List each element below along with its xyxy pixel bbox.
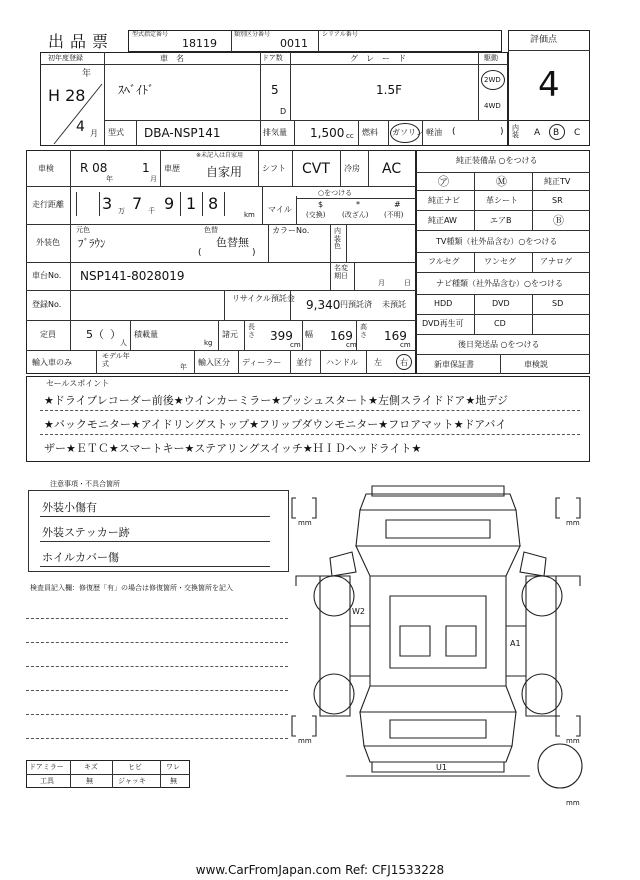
grade-label: グ レ ー ド [350,54,406,63]
inspector-label: 検査員記入欄：修復歴「有」の場合は修復箇所・交換箇所を記入 [30,584,233,592]
mileage-digit: 7 [132,194,143,213]
mileage-digit: 1 [186,194,197,213]
mileage-digit: 9 [164,194,175,213]
mm-label: mm [298,737,312,745]
unknown-label: (不明) [384,211,404,219]
note-item: 外装ステッカー跡 [42,526,130,539]
shaken-value: R 08 [80,161,108,175]
car-name-label: 車 名 [160,54,184,63]
shift-value: CVT [302,161,330,177]
interior-a: A [534,128,541,138]
tools-value: 無 [86,777,93,785]
title-change-day: 日 [404,279,411,287]
mileage-digit-row [76,192,244,216]
height-value: 169 [384,329,407,343]
recycle-value: 9,340 [306,298,341,312]
reg-no-label: 登録No. [32,300,62,309]
mile-label: マイル [268,205,292,214]
option-pw: Ⓜ [496,175,507,188]
capacity-label: 定員 [40,330,56,339]
cool-value: AC [382,161,402,177]
km-unit: km [244,211,255,219]
circle-note: ○をつける [318,189,353,197]
person-unit: 人 [120,339,127,347]
tools-header: キズ [84,763,98,771]
recycle-label: リサイクル預託金 [232,294,295,303]
drive-4wd: 4WD [484,102,501,110]
fuel-label: 燃料 [362,128,378,137]
title-change-label: 名変期日 [334,264,348,280]
mileage-digit: 8 [208,194,219,213]
option-leather: 革シート [486,196,518,205]
first-reg-month: 4 [76,119,85,135]
mm-label: mm [566,737,580,745]
option-b: Ⓑ [553,214,564,227]
mm-label: mm [298,519,312,527]
exchange-mark: $ [318,200,324,209]
load-label: 積載量 [134,330,158,339]
shaken-month-suffix: 月 [150,175,157,183]
altered-mark: * [356,200,360,209]
handle-left: 左 [374,358,382,367]
class-value: 0011 [280,37,308,50]
cm-unit: cm [290,341,301,349]
tv-analog: アナログ [540,257,572,266]
handle-right: 右 [400,358,408,367]
footer-watermark: www.CarFromJapan.com Ref: CFJ1533228 [195,863,445,877]
shaken-month: 1 [142,161,150,175]
paren: ) [500,127,504,137]
nav-hdd: HDD [434,299,453,308]
nav-dvd-play: DVD再生可 [422,319,464,328]
model-cert-label: 型式指定番号 [132,31,169,38]
serial-label: シリアル番号 [322,31,358,38]
later-label: 後日発送品 ○をつける [458,340,540,349]
year-suffix: 年 [82,69,92,79]
option-sr: SR [552,196,563,205]
sales-line: ★バックモニター★アイドリングストップ★フリップダウンモニター★フロアマット★ドアバイ [44,418,507,431]
altered-label: (改ざん) [342,211,369,219]
chassis-value: NSP141-8028019 [80,269,185,283]
model-year-label: モデル年式 [102,352,130,368]
mm-label: mm [566,799,580,807]
displacement-value: 1,500 [310,126,345,140]
car-name: ｽﾍﾞｲﾄﾞ [118,83,155,97]
note-item: 外装小傷有 [42,501,97,514]
length-label: 長さ [248,323,255,339]
capacity-value: 5（ [86,328,104,341]
option-aw: 純正AW [428,216,457,225]
drive-label: 駆動 [484,54,498,62]
notes-bracket-right [272,490,289,572]
grade-point-label: 評価点 [530,35,558,45]
tools-header: ワレ [166,763,180,771]
sales-line: ★ドライブレコーダー前後★ウインカーミラー★プッシュスタート★左側スライドドア★地デジ [44,394,509,407]
mileage-label: 走行距離 [32,200,64,209]
unknown-mark: # [394,200,401,209]
shaken-label: 車検 [38,164,54,173]
paren: ( [198,248,202,258]
damage-mark-w2: W2 [352,607,365,616]
option-ps: ㋐ [438,175,449,188]
later-manual: 車検説 [524,360,548,369]
history-note: ※未記入は自家用 [196,152,244,159]
exterior-value: ﾌﾞﾗｳﾝ [78,237,106,250]
orig-color-label: 元色 [76,226,90,234]
import-type-label: 輸入区分 [198,358,230,367]
doors-value: 5 [271,83,279,97]
cm-unit: cm [400,341,411,349]
paren: ) [252,248,256,258]
tools-value: 無 [170,777,177,785]
door-type: D [280,107,287,116]
dims-label: 諸元 [222,330,238,339]
import-dealer: ディーラー [242,358,282,367]
tools-header: ヒビ [128,763,142,771]
month-suffix: 月 [90,129,98,138]
notes-label: 注意事項・不具合箇所 [50,480,120,488]
sheet-title: 出品票 [48,32,115,51]
interior-b: B [553,128,560,138]
model-cert-value: 18119 [182,37,217,50]
import-parallel: 並行 [296,358,312,367]
shift-label: シフト [262,164,286,173]
handle-label: ハンドル [326,358,358,367]
tv-one: ワンセグ [484,257,516,266]
nav-dvd: DVD [492,299,510,308]
mm-label: mm [566,519,580,527]
cool-label: 冷房 [344,164,360,173]
length-value: 399 [270,329,293,343]
grade-value: 1.5F [376,83,402,97]
first-reg-label: 初年度登録 [48,54,83,62]
cc-unit: cc [346,132,354,140]
import-label: 輸入車のみ [32,358,72,367]
nav-sd: SD [552,299,564,308]
recycle-unpaid: 未預託 [382,300,406,309]
model-year-suffix: 年 [180,363,187,371]
option-navi: 純正ナビ [428,196,460,205]
tv-full: フルセグ [428,257,460,266]
displacement-label: 排気量 [263,128,287,137]
kg-unit: kg [204,339,213,347]
tools-value: ジャッキ [118,777,146,785]
history-label: 車歴 [164,164,180,173]
recycle-status: 円預託済 [340,300,372,309]
width-value: 169 [330,329,353,343]
std-equip-label: 純正装備品 ○をつける [456,156,538,165]
interior-color-label: 内装色 [334,227,341,251]
mileage-digit: 3 [102,194,113,213]
doors-label: ドア数 [262,54,283,62]
later-warranty: 新車保証書 [434,360,474,369]
color-code-label: カラーNo. [272,226,310,235]
sen-unit: 千 [148,207,155,215]
exchange-label: (交換) [306,211,326,219]
tools-header: ドアミラー [29,763,64,771]
width-label: 幅 [305,330,313,339]
chassis-label: 車台No. [32,271,62,280]
drive-2wd: 2WD [484,76,501,84]
nav-type-label: ナビ種類（社外品含む）○をつける [436,279,563,288]
tv-type-label: TV種類（社外品含む）○をつける [436,237,558,246]
class-label: 類別区分番号 [234,31,271,38]
model-value: DBA-NSP141 [144,126,221,140]
sales-point-label: セールスポイント [46,379,110,388]
history-value: 自家用 [206,165,243,179]
cm-unit: cm [346,341,357,349]
paren: ( [452,127,456,137]
interior-c: C [574,128,581,138]
man-unit: 万 [118,207,125,215]
tools-value: 工具 [40,777,54,785]
height-label: 高さ [360,323,367,339]
note-item: ホイルカバー傷 [42,551,119,564]
color-change-label: 色替 [204,226,218,234]
first-reg-year: H 28 [48,86,86,105]
color-change-value: 色替無 [216,236,249,249]
option-tv: 純正TV [544,177,571,186]
damage-mark-a1: A1 [510,639,521,648]
exterior-label: 外装色 [36,238,60,247]
fuel-value: ガソリン [392,128,424,137]
shaken-year-suffix: 年 [106,175,113,183]
option-airbag: エアB [490,216,512,225]
nav-cd: CD [494,319,506,328]
interior-label: 内装 [512,124,519,139]
model-label: 型式 [108,128,124,137]
capacity-close: ） [110,328,121,341]
sales-line: ザー★ＥＴＣ★スマートキー★ステアリングスイッチ★ＨＩＤヘッドライト★ [44,442,422,455]
title-change-month: 月 [378,279,385,287]
damage-mark-u1: U1 [436,763,447,772]
light-oil-label: 軽油 [426,128,442,137]
grade-point-value: 4 [538,65,560,105]
